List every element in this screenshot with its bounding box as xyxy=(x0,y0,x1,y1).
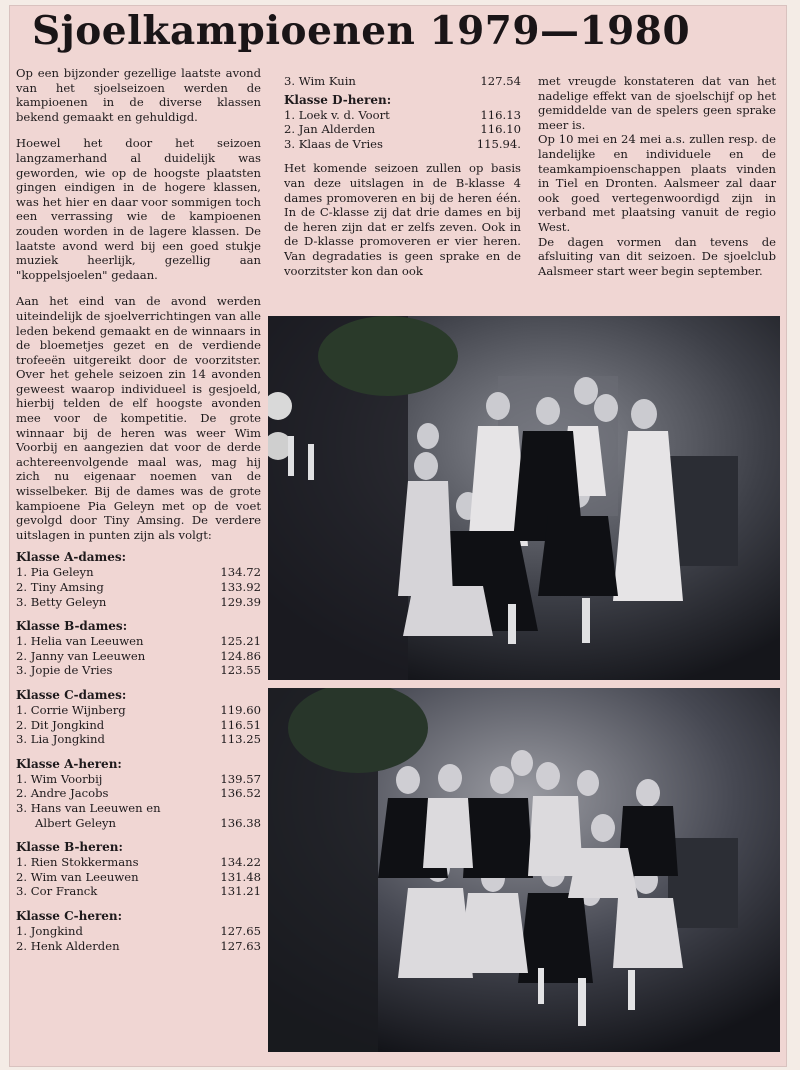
ranking-points xyxy=(213,801,261,816)
ranking-row xyxy=(16,884,261,899)
championships-paragraph: Op 10 mei en 24 mei a.s. zullen resp. de landelijke en individuele en de teamkampioenschappen plaats vinden in Tiel en Dronten. Aalsmeer zal daar ook goed vertegenwoordigd zijn in verband met plaatsing vanuit de regio West. xyxy=(538,132,776,234)
photo-women-champions xyxy=(268,316,780,680)
ranking-row xyxy=(16,801,261,816)
ranking-points: 119.60 xyxy=(220,702,261,717)
promotion-paragraph: Het komende seizoen zullen op basis van deze uitslagen in de B-klasse 4 dames promoveren en bij de heren één. In de C-klasse zij dat drie dames en bij de heren zijn dat er zelfs zeven. Ook in de D-klasse promoveren er vier heren. Van degradaties is geen sprake en de voorzitster kon dan ook xyxy=(284,161,521,278)
ranking-row xyxy=(16,649,261,664)
ranking-name: 3. Klaas de Vries xyxy=(284,136,383,151)
ranking-name: 2. Andre Jacobs xyxy=(16,786,109,801)
ranking-title: Klasse C-dames: xyxy=(16,687,127,702)
ranking-points: 113.25 xyxy=(220,732,261,747)
ranking-points: 136.38 xyxy=(220,815,261,830)
rankings-list xyxy=(16,550,261,953)
ranking-group xyxy=(16,909,261,953)
ranking-row xyxy=(16,703,261,718)
ranking-points: 115.94. xyxy=(476,136,521,151)
ranking-points: 136.52 xyxy=(220,786,261,801)
ranking-title: Klasse B-heren: xyxy=(16,840,123,855)
article-title: Sjoelkampioenen 1979—1980 xyxy=(32,8,691,54)
ranking-name: 1. Loek v. d. Voort xyxy=(284,107,390,122)
ranking-row xyxy=(16,772,261,787)
column-middle xyxy=(284,74,521,290)
ranking-title: Klasse D-heren: xyxy=(284,92,392,107)
ranking-name: 3. Betty Geleyn xyxy=(16,594,107,609)
intro-paragraph: Op een bijzonder gezellige laatste avond van het sjoelseizoen werden de kampioenen in de diverse klassen bekend gemaakt en gehuldigd. xyxy=(16,66,261,124)
ranking-points: 124.86 xyxy=(220,648,261,663)
ranking-group xyxy=(16,619,261,678)
ranking-points: 116.51 xyxy=(220,717,261,732)
ranking-name: 2. Janny van Leeuwen xyxy=(16,648,146,663)
ranking-name: 3. Lia Jongkind xyxy=(16,732,105,747)
ranking-points: 134.22 xyxy=(220,855,261,870)
awards-paragraph: Aan het eind van de avond werden uiteindelijk de sjoelverrichtingen van alle leden bekend gemaakt en de winnaars in de bloemetjes gezet en de verdiende trofeeën uitgereikt door de voorzitster. Over het gehele seizoen zin 14 avonden geweest waarop individueel is gesjoeld, hierbij telden de elf hoogste avonden mee voor de kompetitie. De grote winnaar bij de heren was weer Wim Voorbij en aangezien dat voor de derde achtereenvolgende maal was, mag hij zich nu eigenaar noemen van de wisselbeker. Bij de dames was de grote kampioene Pia Geleyn met op de voet gevolgd door Tiny Amsing. De verdere uitslagen in punten zijn als volgt: xyxy=(16,294,261,542)
ranking-name: 1. Wim Voorbij xyxy=(16,771,103,786)
ranking-name: 3. Wim Kuin xyxy=(284,74,356,88)
ranking-group xyxy=(16,550,261,609)
ranking-name: 2. Wim van Leeuwen xyxy=(16,869,139,884)
ranking-name: 1. Corrie Wijnberg xyxy=(16,702,126,717)
ranking-title: Klasse A-heren: xyxy=(16,756,122,771)
ranking-points: 127.63 xyxy=(220,938,261,953)
ranking-name: 1. Jongkind xyxy=(16,923,83,938)
column-left xyxy=(16,66,261,963)
ranking-row xyxy=(16,595,261,610)
ranking-points: 133.92 xyxy=(220,580,261,594)
ranking-row xyxy=(16,580,261,595)
ranking-title: Klasse C-heren: xyxy=(16,908,123,923)
ranking-name: 1. Rien Stokkermans xyxy=(16,855,139,870)
ranking-row xyxy=(16,924,261,939)
ranking-group xyxy=(16,840,261,899)
ranking-row xyxy=(16,663,261,678)
ranking-group xyxy=(16,688,261,747)
ranking-carryover xyxy=(284,74,521,89)
ranking-points: 116.10 xyxy=(480,122,521,137)
ranking-row xyxy=(16,732,261,747)
ranking-row xyxy=(284,122,521,137)
ranking-row xyxy=(16,565,261,580)
ranking-name: Albert Geleyn xyxy=(35,815,116,830)
ranking-name: 3. Hans van Leeuwen en xyxy=(16,800,161,815)
ranking-points: 131.21 xyxy=(220,884,261,899)
ranking-row xyxy=(284,108,521,123)
ranking-name: 2. Tiny Amsing xyxy=(16,580,104,594)
closing-paragraph: De dagen vormen dan tevens de afsluiting van dit seizoen. De sjoelclub Aalsmeer start weer begin september. xyxy=(538,234,776,278)
ranking-name: 3. Jopie de Vries xyxy=(16,663,113,678)
ranking-points: 123.55 xyxy=(220,663,261,678)
ranking-row xyxy=(284,74,521,89)
ranking-points: 116.13 xyxy=(480,107,521,122)
ranking-row xyxy=(16,786,261,801)
ranking-row xyxy=(16,870,261,885)
ranking-row xyxy=(16,939,261,954)
ranking-points: 127.65 xyxy=(220,923,261,938)
ranking-row xyxy=(16,634,261,649)
ranking-name: 2. Jan Alderden xyxy=(284,122,376,137)
ranking-row xyxy=(16,718,261,733)
ranking-name: 2. Dit Jongkind xyxy=(16,717,105,732)
ranking-klasse-d-heren xyxy=(284,93,521,152)
ranking-points: 127.54 xyxy=(480,74,521,88)
ranking-name: 2. Henk Alderden xyxy=(16,938,120,953)
ranking-points: 131.48 xyxy=(220,869,261,884)
ranking-name: 1. Pia Geleyn xyxy=(16,565,94,580)
ranking-row xyxy=(16,816,261,831)
ranking-points: 139.57 xyxy=(220,771,261,786)
column-right xyxy=(538,74,776,290)
ranking-title: Klasse B-dames: xyxy=(16,619,128,634)
ranking-points: 134.72 xyxy=(220,565,261,580)
effect-paragraph: met vreugde konstateren dat van het nadelige effekt van de sjoelschijf op het gemiddelde van de spelers geen sprake meer is. xyxy=(538,74,776,132)
ranking-points: 125.21 xyxy=(220,634,261,649)
season-paragraph: Hoewel het door het seizoen langzamerhand al duidelijk was geworden, wie op de hoogste plaatsten gingen eindigen in de hogere klassen, was het hier en daar voor sommigen toch een verrassing wie de kampioenen zouden worden in de lagere klassen. De laatste avond werd bij een goed stukje muziek heerlijk, gezellig aan "koppelsjoelen" gedaan. xyxy=(16,136,261,282)
ranking-row xyxy=(16,855,261,870)
ranking-points: 129.39 xyxy=(220,594,261,609)
ranking-name: 1. Helia van Leeuwen xyxy=(16,634,144,649)
ranking-title: Klasse A-dames: xyxy=(16,550,127,565)
photo-men-champions xyxy=(268,688,780,1052)
ranking-name: 3. Cor Franck xyxy=(16,884,98,899)
ranking-group xyxy=(16,757,261,830)
ranking-row xyxy=(284,137,521,152)
